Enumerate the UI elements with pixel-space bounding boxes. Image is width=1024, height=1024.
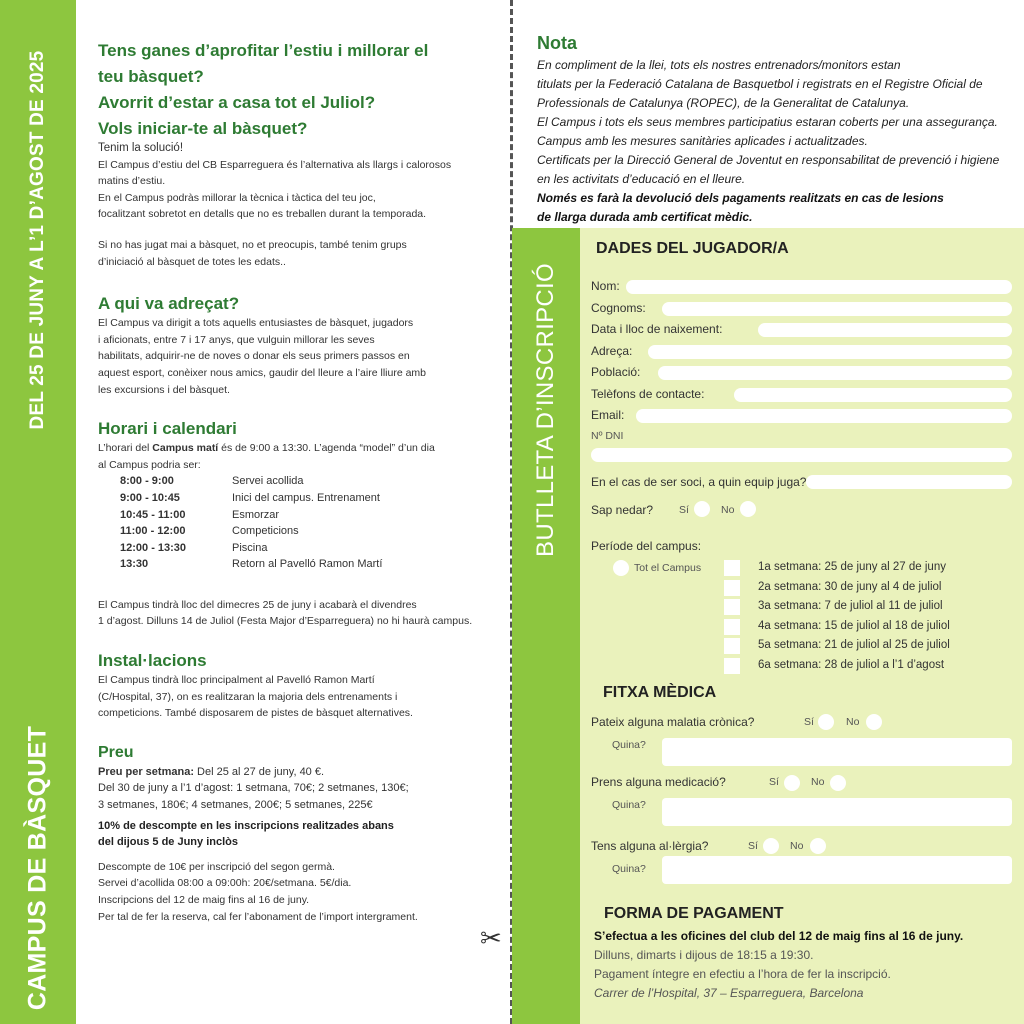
week-6-label: 6a setmana: 28 de juliol a l’1 d’agost: [758, 659, 945, 671]
text-line: Certificats per la Direcció General de Joventut en responsabilitat de prevenció i higiene: [537, 153, 1000, 167]
price-text: [98, 764, 493, 814]
payment-address: Carrer de l’Hospital, 37 – Esparreguera, Barcelona: [594, 986, 864, 1000]
allergy-which-input[interactable]: [662, 856, 1012, 884]
chronic-no-radio[interactable]: [866, 714, 882, 730]
chronic-question: Pateix alguna malatia crònica?: [591, 715, 755, 729]
text-line: del dijous 5 de Juny inclòs: [98, 836, 238, 849]
schedule-row: [120, 507, 493, 524]
week-4-label: 4a setmana: 15 de juliol al 18 de juliol: [758, 620, 950, 632]
schedule-row: [120, 540, 493, 557]
text-line: 10% de descompte en les inscripcions realitzades abans: [98, 819, 394, 832]
week-3-checkbox[interactable]: [724, 599, 740, 615]
payment-line-3: Pagament íntegre en efectiu a l’hora de fer la inscripció.: [594, 967, 891, 981]
address-input[interactable]: [648, 345, 1012, 359]
allergy-no-label: No: [790, 840, 804, 852]
text-line: Professionals de Catalunya (ROPEC), de la Generalitat de Catalunya.: [537, 96, 910, 110]
allergy-no-radio[interactable]: [810, 838, 826, 854]
email-input[interactable]: [636, 409, 1012, 423]
target-text: [98, 315, 493, 398]
week-2-label: 2a setmana: 30 de juny al 4 de juliol: [758, 581, 942, 593]
field-label-town: Població:: [591, 365, 641, 379]
payment-line-2: Dilluns, dimarts i dijous de 18:15 a 19:30.: [594, 948, 814, 962]
text-line: En el Campus podràs millorar la tècnica i tàctica del teu joc,: [98, 191, 376, 204]
swim-question: Sap nedar?: [591, 503, 654, 517]
medication-yes-label: Sí: [769, 776, 779, 788]
medication-which-input[interactable]: [662, 798, 1012, 826]
text-line: Campus amb les mesures sanitàries aplicades i actualitzades.: [537, 134, 868, 148]
text-line: matins d’estiu.: [98, 175, 166, 188]
text-line: Inscripcions del 12 de maig fins al 16 de juny.: [98, 894, 310, 906]
all-campus-label: Tot el Campus: [634, 562, 702, 574]
text-span: L’horari del: [98, 442, 153, 455]
text-line: Per tal de fer la reserva, cal fer l’abonament de l’import intergrament.: [98, 910, 418, 923]
schedule-time: 11:00 - 12:00: [120, 525, 186, 538]
text-span: Del 25 al 27 de juny, 40 €.: [193, 765, 325, 778]
medication-question: Prens alguna medicació?: [591, 775, 726, 789]
medication-no-label: No: [811, 776, 825, 788]
chronic-which-label: Quina?: [612, 739, 646, 751]
schedule-row: [120, 473, 493, 490]
text-line: competicions. També disposarem de pistes de bàsquet alternatives.: [98, 707, 413, 720]
allergy-which-label: Quina?: [612, 863, 646, 875]
schedule-activity: Esmorzar: [232, 508, 280, 521]
text-line: habilitats, adquirir-ne de noves o donar els seus primers passos en: [98, 350, 410, 363]
field-label-phones: Telèfons de contacte:: [591, 387, 705, 401]
scissors-icon: ✂: [480, 923, 502, 953]
campus-dates: DEL 25 DE JUNY A L’1 D’AGOST DE 2025: [27, 50, 48, 430]
schedule-row: [120, 556, 493, 573]
text-line: al Campus podria ser:: [98, 458, 201, 471]
text-line: [98, 223, 493, 237]
nota-heading: Nota: [537, 33, 577, 53]
intro-text: [98, 140, 493, 270]
text-line: Servei d’acollida 08:00 a 09:00h: 20€/setmana. 5€/dia.: [98, 877, 352, 890]
schedule-activity: Servei acollida: [232, 475, 304, 488]
text-line: Del 30 de juny a l’1 d’agost: 1 setmana, 70€; 2 setmanes, 130€;: [98, 782, 409, 795]
schedule-heading: Horari i calendari: [98, 419, 237, 439]
schedule-time: 8:00 - 9:00: [120, 475, 174, 488]
text-span: Preu per setmana:: [98, 765, 194, 778]
form-side-title: BUTLLETA D’INSCRIPCIÓ: [532, 263, 559, 557]
schedule-activity: Competicions: [232, 525, 299, 538]
player-data-heading: DADES DEL JUGADOR/A: [596, 240, 789, 257]
week-3-label: 3a setmana: 7 de juliol al 11 de juliol: [758, 600, 943, 612]
intro-question: Avorrit d’estar a casa tot el Juliol?: [98, 93, 376, 112]
text-line: de llarga durada amb certificat mèdic.: [537, 210, 753, 224]
text-line: i aficionats, entre 7 i 17 anys, que vulguin millorar les seves: [98, 333, 375, 346]
week-6-checkbox[interactable]: [724, 658, 740, 674]
swim-no-label: No: [721, 504, 735, 516]
chronic-no-label: No: [846, 716, 860, 728]
text-line: El Campus tindrà lloc principalment al Pavelló Ramon Martí: [98, 674, 375, 687]
medication-which-label: Quina?: [612, 799, 646, 811]
allergy-yes-label: Sí: [748, 840, 758, 852]
team-input[interactable]: [806, 475, 1012, 489]
text-line: les excursions i del bàsquet.: [98, 383, 230, 396]
schedule-time: 9:00 - 10:45: [120, 491, 180, 504]
text-line: d’iniciació al bàsquet de totes les edats..: [98, 255, 286, 268]
schedule-time: 12:00 - 13:30: [120, 541, 187, 554]
intro-question: Tens ganes d’aprofitar l’estiu i millorar el: [98, 41, 429, 60]
intro-question: teu bàsquet?: [98, 67, 204, 86]
surname-input[interactable]: [662, 302, 1012, 316]
text-span: és de 9:00 a 13:30. L’agenda “model” d’un dia: [218, 442, 435, 455]
week-1-label: 1a setmana: 25 de juny al 27 de juny: [758, 561, 946, 573]
target-heading: A qui va adreçat?: [98, 294, 240, 314]
name-input[interactable]: [626, 280, 1012, 294]
field-label-birth: Data i lloc de naixement:: [591, 322, 723, 336]
info-column: [98, 38, 493, 925]
schedule-activity: Piscina: [232, 541, 268, 554]
facilities-text: [98, 672, 493, 722]
allergy-question: Tens alguna al·lèrgia?: [591, 839, 709, 853]
intro-questions: [98, 38, 493, 142]
text-line: Només es farà la devolució dels pagaments realitzats en cas de lesions: [537, 191, 944, 205]
week-2-checkbox[interactable]: [724, 580, 740, 596]
text-line: 1 d’agost. Dilluns 14 de Juliol (Festa Major d’Esparreguera) no hi haurà campus.: [98, 615, 473, 628]
schedule-time: 10:45 - 11:00: [120, 508, 186, 521]
medical-heading: FITXA MÈDICA: [603, 684, 717, 701]
text-line: En compliment de la llei, tots els nostres entrenadors/monitors estan: [537, 58, 901, 72]
field-label-address: Adreça:: [591, 344, 633, 358]
birth-input[interactable]: [758, 323, 1012, 337]
schedule-note: [98, 597, 493, 630]
field-label-dni: Nº DNI: [591, 430, 624, 442]
field-label-email: Email:: [591, 408, 625, 422]
schedule-activity: Retorn al Pavelló Ramon Martí: [232, 558, 383, 571]
intro-question: Vols iniciar-te al bàsquet?: [98, 119, 308, 138]
schedule-row: [120, 523, 493, 540]
swim-no-radio[interactable]: [740, 501, 756, 517]
text-line: en les activitats d’educació en el lleure.: [537, 172, 746, 186]
week-1-checkbox[interactable]: [724, 560, 740, 576]
left-band: [0, 0, 76, 1024]
club-question: En el cas de ser soci, a quin equip juga?: [591, 475, 807, 489]
week-5-label: 5a setmana: 21 de juliol al 25 de juliol: [758, 639, 950, 651]
medication-yes-radio[interactable]: [784, 775, 800, 791]
text-line: El Campus va dirigit a tots aquells entusiastes de bàsquet, jugadors: [98, 317, 414, 330]
schedule-time: 13:30: [120, 558, 149, 571]
chronic-which-input[interactable]: [662, 738, 1012, 766]
text-span: Campus matí: [152, 442, 219, 455]
week-5-checkbox[interactable]: [724, 638, 740, 654]
text-line: Si no has jugat mai a bàsquet, no et preocupis, també tenim grups: [98, 238, 407, 251]
payment-heading: FORMA DE PAGAMENT: [604, 905, 784, 922]
allergy-yes-radio[interactable]: [763, 838, 779, 854]
field-label-name: Nom:: [591, 279, 620, 293]
swim-yes-label: Sí: [679, 504, 689, 516]
text-line: focalitzant sobretot en detalls que no es treballen durant la temporada.: [98, 208, 427, 221]
field-label-surname: Cognoms:: [591, 301, 646, 315]
town-input[interactable]: [658, 366, 1012, 380]
price-extras: [98, 859, 493, 925]
text-line: titulats per la Federació Catalana de Basquetbol i registrats en el Registre Oficial de: [537, 77, 983, 91]
text-line: 3 setmanes, 180€; 4 setmanes, 200€; 5 setmanes, 225€: [98, 799, 373, 812]
facilities-heading: Instal·lacions: [98, 651, 207, 671]
all-campus-radio[interactable]: [613, 560, 629, 576]
nota-section: [537, 32, 1007, 227]
chronic-yes-label: Sí: [804, 716, 814, 728]
swim-yes-radio[interactable]: [694, 501, 710, 517]
text-line: Descompte de 10€ per inscripció del segon germà.: [98, 860, 335, 873]
text-line: El Campus i tots els seus membres participatius estaran coberts per una assegurança.: [537, 115, 998, 129]
text-line: (C/Hospital, 37), on es realitzaran la majoria dels entrenaments i: [98, 690, 398, 703]
dni-input[interactable]: [591, 448, 1012, 462]
payment-line-1: S’efectua a les oficines del club del 12 de maig fins al 16 de juny.: [594, 929, 964, 943]
text-line: Tenim la solució!: [98, 142, 184, 154]
schedule-table: [120, 473, 493, 573]
period-label: Període del campus:: [591, 539, 702, 553]
phones-input[interactable]: [734, 388, 1012, 402]
chronic-yes-radio[interactable]: [818, 714, 834, 730]
schedule-row: [120, 490, 493, 507]
text-line: El Campus d’estiu del CB Esparreguera és l’alternativa als llargs i calorosos: [98, 158, 452, 171]
text-line: El Campus tindrà lloc del dimecres 25 de juny i acabarà el divendres: [98, 598, 417, 611]
price-heading: Preu: [98, 743, 134, 761]
text-line: aquest esport, conèixer nous amics, gaudir del lleure a l’aire lliure amb: [98, 366, 427, 379]
schedule-activity: Inici del campus. Entrenament: [232, 491, 380, 504]
campus-title: CAMPUS DE BÀSQUET: [23, 725, 52, 1011]
week-4-checkbox[interactable]: [724, 619, 740, 635]
medication-no-radio[interactable]: [830, 775, 846, 791]
schedule-intro: [98, 440, 493, 473]
price-discount: [98, 818, 493, 851]
